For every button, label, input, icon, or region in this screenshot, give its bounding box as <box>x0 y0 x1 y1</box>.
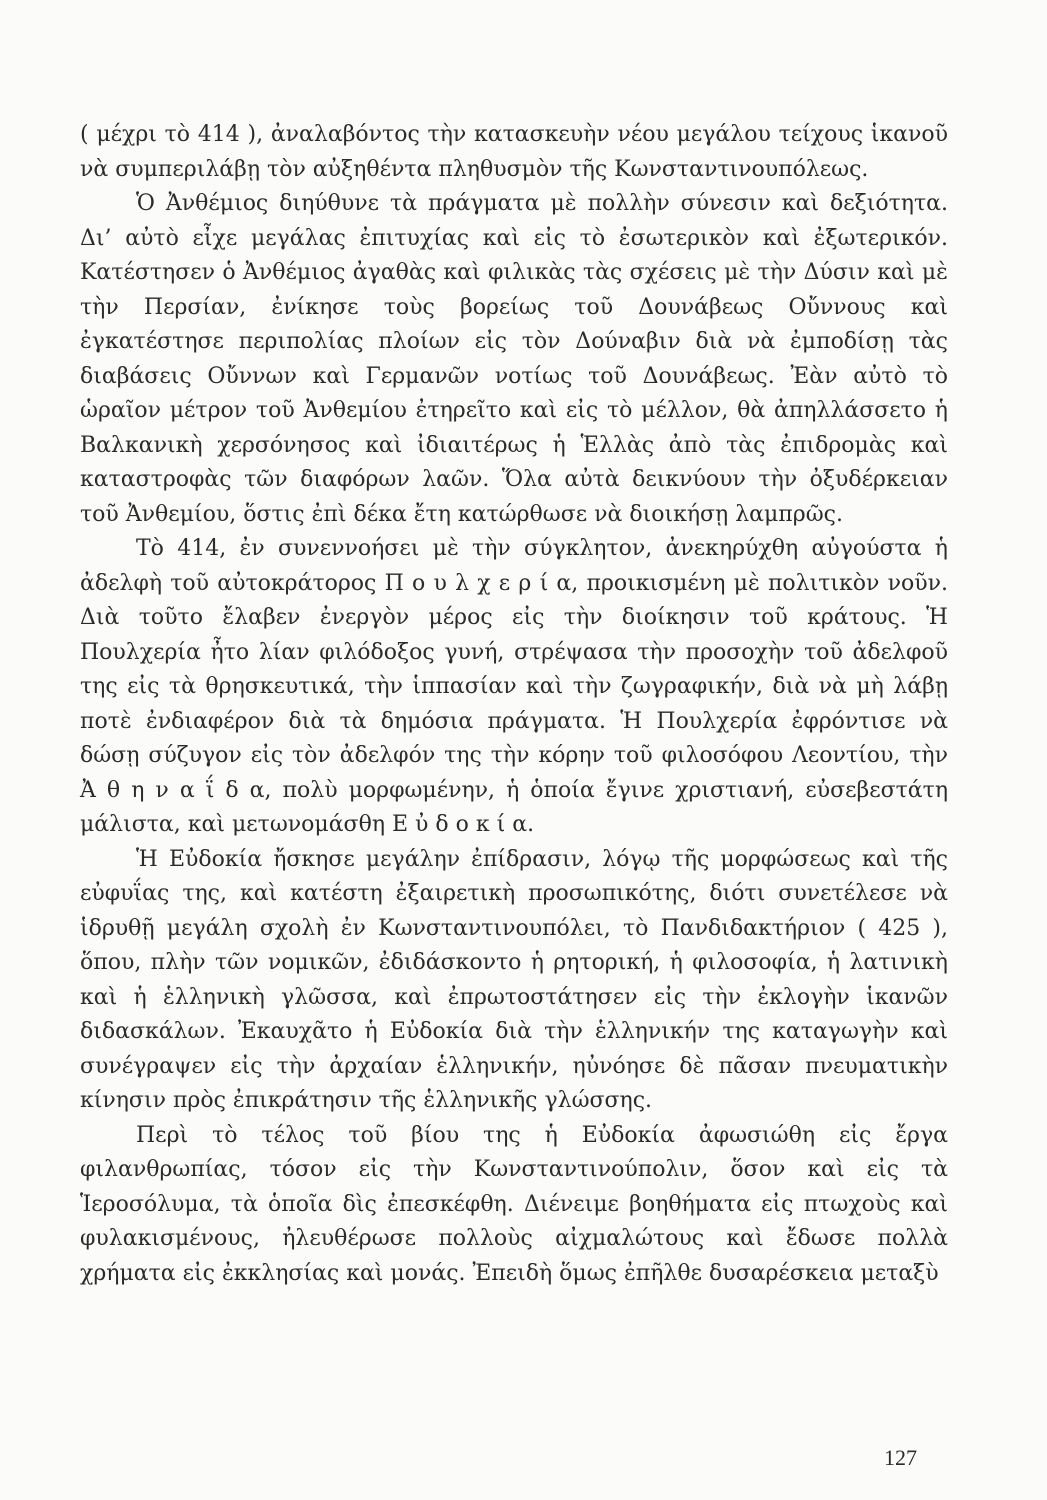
paragraph-4: Ἡ Εὐδοκία ἤσκησε μεγάλην ἐπίδρασιν, λόγῳ τῆς μορφώσεως καὶ τῆς εὐφυΐας της, καὶ κατέστη ἐξαιρετικὴ προσωπικότης, διότι συνετέλεσε νὰ ἱδρυθῇ μεγάλη σχολὴ ἐν Κωνσταντινουπόλει, τὸ Πανδιδακτήριον ( 425 ), ὅπου, πλὴν τῶν νομικῶν, ἐδιδάσκοντο ἡ ρητορική, ἡ φιλοσοφία, ἡ λατινικὴ καὶ ἡ ἑλληνικὴ γλῶσσα, καὶ ἐπρωτοστάτησεν εἰς τὴν ἐκλογὴν ἱκανῶν διδασκάλων. Ἐκαυχᾶτο ἡ Εὐδοκία διὰ τὴν ἑλληνικήν της καταγωγὴν καὶ συνέγραψεν εἰς τὴν ἀρχαίαν ἑλληνικήν, ηὐνόησε δὲ πᾶσαν πνευματικὴν κίνησιν πρὸς ἐπικράτησιν τῆς ἑλληνικῆς γλώσσης. <box>80 846 948 1113</box>
page-number: 127 <box>884 1445 917 1470</box>
page-body <box>80 118 948 1368</box>
paragraph-1: ( μέχρι τὸ 414 ), ἀναλαβόντος τὴν κατασκευὴν νέου μεγάλου τείχους ἱκανοῦ νὰ συμπεριλάβῃ τὸν αὐξηθέντα πληθυσμὸν τῆς Κωνσταντινουπόλεως. <box>80 122 948 182</box>
paragraph-5: Περὶ τὸ τέλος τοῦ βίου της ἡ Εὐδοκία ἀφωσιώθη εἰς ἔργα φιλανθρωπίας, τόσον εἰς τὴν Κωνσταντινούπολιν, ὅσον καὶ εἰς τὰ Ἱεροσόλυμα, τὰ ὁποῖα δὶς ἐπεσκέφθη. Διένειμε βοηθήματα εἰς πτωχοὺς καὶ φυλακισμένους, ἠλευθέρωσε πολλοὺς αἰχμαλώτους καὶ ἔδωσε πολλὰ χρήματα εἰς ἐκκλησίας καὶ μονάς. Ἐπειδὴ ὅμως ἐπῆλθε δυσαρέσκεια μεταξὺ <box>80 1122 948 1286</box>
paragraph-2: Ὁ Ἀνθέμιος διηύθυνε τὰ πράγματα μὲ πολλὴν σύνεσιν καὶ δεξιότητα. Δι’ αὐτὸ εἶχε μεγάλας ἐπιτυχίας καὶ εἰς τὸ ἐσωτερικὸν καὶ ἐξωτερικόν. Κατέστησεν ὁ Ἀνθέμιος ἀγαθὰς καὶ φιλικὰς τὰς σχέσεις μὲ τὴν Δύσιν καὶ μὲ τὴν Περσίαν, ἐνίκησε τοὺς βορείως τοῦ Δουνάβεως Οὔννους καὶ ἐγκατέστησε περιπολίας πλοίων εἰς τὸν Δούναβιν διὰ νὰ ἐμποδίσῃ τὰς διαβάσεις Οὔννων καὶ Γερμανῶν νοτίως τοῦ Δουνάβεως. Ἐὰν αὐτὸ τὸ ὡραῖον μέτρον τοῦ Ἀνθεμίου ἐτηρεῖτο καὶ εἰς τὸ μέλλον, θὰ ἀπηλλάσσετο ἡ Βαλκανικὴ χερσόνησος καὶ ἰδιαιτέρως ἡ Ἑλλὰς ἀπὸ τὰς ἐπιδρομὰς καὶ καταστροφὰς τῶν διαφόρων λαῶν. Ὅλα αὐτὰ δεικνύουν τὴν ὀξυδέρκειαν τοῦ Ἀνθεμίου, ὅστις ἐπὶ δέκα ἔτη κατώρθωσε νὰ διοικήσῃ λαμπρῶς. <box>80 191 948 527</box>
paragraph-3: Τὸ 414, ἐν συνεννοήσει μὲ τὴν σύγκλητον, ἀνεκηρύχθη αὐγούστα ἡ ἀδελφὴ τοῦ αὐτοκράτορος Π ο υ λ χ ε ρ ί α, προικισμένη μὲ πολιτικὸν νοῦν. Διὰ τοῦτο ἔλαβεν ἐνεργὸν μέρος εἰς τὴν διοίκησιν τοῦ κράτους. Ἡ Πουλχερία ἦτο λίαν φιλόδοξος γυνή, στρέψασα τὴν προσοχὴν τοῦ ἀδελφοῦ της εἰς τὰ θρησκευτικά, τὴν ἱππασίαν καὶ τὴν ζωγραφικήν, διὰ νὰ μὴ λάβῃ ποτὲ ἐνδιαφέρον διὰ τὰ δημόσια πράγματα. Ἡ Πουλχερία ἐφρόντισε νὰ δώσῃ σύζυγον εἰς τὸν ἀδελφόν της τὴν κόρην τοῦ φιλοσόφου Λεοντίου, τὴν Ἀ θ η ν α ΐ δ α, πολὺ μορφωμένην, ἡ ὁποία ἔγινε χριστιανή, εὐσεβεστάτη μάλιστα, καὶ μετωνομάσθη Ε ὐ δ ο κ ί α. <box>80 536 948 837</box>
